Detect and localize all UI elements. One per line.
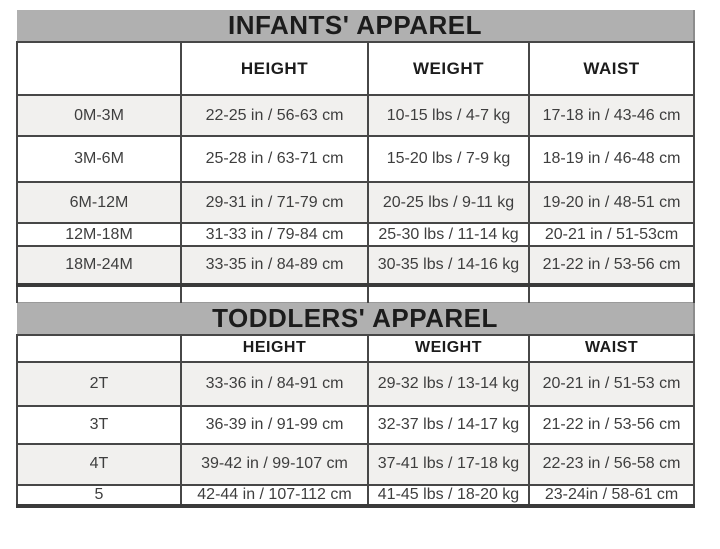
waist-cell: 18-19 in / 46-48 cm <box>529 136 694 182</box>
table-row <box>17 246 694 285</box>
weight-cell: 10-15 lbs / 4-7 kg <box>368 95 529 136</box>
spacer-cell <box>529 285 694 302</box>
table-row <box>17 182 694 223</box>
size-column-header <box>17 335 181 362</box>
infants-title-row <box>17 10 694 42</box>
weight-cell: 20-25 lbs / 9-11 kg <box>368 182 529 223</box>
size-cell: 3M-6M <box>17 136 181 182</box>
table-row <box>17 406 694 444</box>
height-cell: 31-33 in / 79-84 cm <box>181 223 368 246</box>
weight-column-header: WEIGHT <box>368 42 529 95</box>
waist-cell: 21-22 in / 53-56 cm <box>529 406 694 444</box>
infants-header-row <box>17 42 694 95</box>
spacer-cell <box>17 285 181 302</box>
size-column-header <box>17 42 181 95</box>
waist-cell: 22-23 in / 56-58 cm <box>529 444 694 485</box>
weight-cell: 30-35 lbs / 14-16 kg <box>368 246 529 285</box>
size-cell: 5 <box>17 485 181 506</box>
weight-cell: 41-45 lbs / 18-20 kg <box>368 485 529 506</box>
weight-cell: 37-41 lbs / 17-18 kg <box>368 444 529 485</box>
size-cell: 4T <box>17 444 181 485</box>
spacer-cell <box>368 285 529 302</box>
size-cell: 18M-24M <box>17 246 181 285</box>
spacer-cell <box>181 285 368 302</box>
height-column-header: HEIGHT <box>181 335 368 362</box>
waist-cell: 20-21 in / 51-53cm <box>529 223 694 246</box>
waist-column-header: WAIST <box>529 42 694 95</box>
infants-section-title: INFANTS' APPAREL <box>17 10 694 42</box>
height-cell: 36-39 in / 91-99 cm <box>181 406 368 444</box>
waist-column-header: WAIST <box>529 335 694 362</box>
weight-cell: 25-30 lbs / 11-14 kg <box>368 223 529 246</box>
table-row <box>17 485 694 506</box>
height-cell: 42-44 in / 107-112 cm <box>181 485 368 506</box>
waist-cell: 20-21 in / 51-53 cm <box>529 362 694 406</box>
height-cell: 39-42 in / 99-107 cm <box>181 444 368 485</box>
size-cell: 2T <box>17 362 181 406</box>
size-cell: 6M-12M <box>17 182 181 223</box>
weight-cell: 29-32 lbs / 13-14 kg <box>368 362 529 406</box>
waist-cell: 21-22 in / 53-56 cm <box>529 246 694 285</box>
weight-column-header: WEIGHT <box>368 335 529 362</box>
size-cell: 0M-3M <box>17 95 181 136</box>
height-cell: 33-35 in / 84-89 cm <box>181 246 368 285</box>
waist-cell: 19-20 in / 48-51 cm <box>529 182 694 223</box>
table-row <box>17 362 694 406</box>
table-row <box>17 444 694 485</box>
table-row <box>17 223 694 246</box>
waist-cell: 23-24in / 58-61 cm <box>529 485 694 506</box>
weight-cell: 32-37 lbs / 14-17 kg <box>368 406 529 444</box>
section-spacer-row <box>17 285 694 302</box>
size-cell: 12M-18M <box>17 223 181 246</box>
height-cell: 33-36 in / 84-91 cm <box>181 362 368 406</box>
toddlers-section-title: TODDLERS' APPAREL <box>17 302 694 335</box>
weight-cell: 15-20 lbs / 7-9 kg <box>368 136 529 182</box>
toddlers-header-row <box>17 335 694 362</box>
height-column-header: HEIGHT <box>181 42 368 95</box>
size-cell: 3T <box>17 406 181 444</box>
size-chart-table <box>16 10 695 508</box>
toddlers-title-row <box>17 302 694 335</box>
waist-cell: 17-18 in / 43-46 cm <box>529 95 694 136</box>
height-cell: 25-28 in / 63-71 cm <box>181 136 368 182</box>
height-cell: 22-25 in / 56-63 cm <box>181 95 368 136</box>
table-row <box>17 95 694 136</box>
height-cell: 29-31 in / 71-79 cm <box>181 182 368 223</box>
table-row <box>17 136 694 182</box>
